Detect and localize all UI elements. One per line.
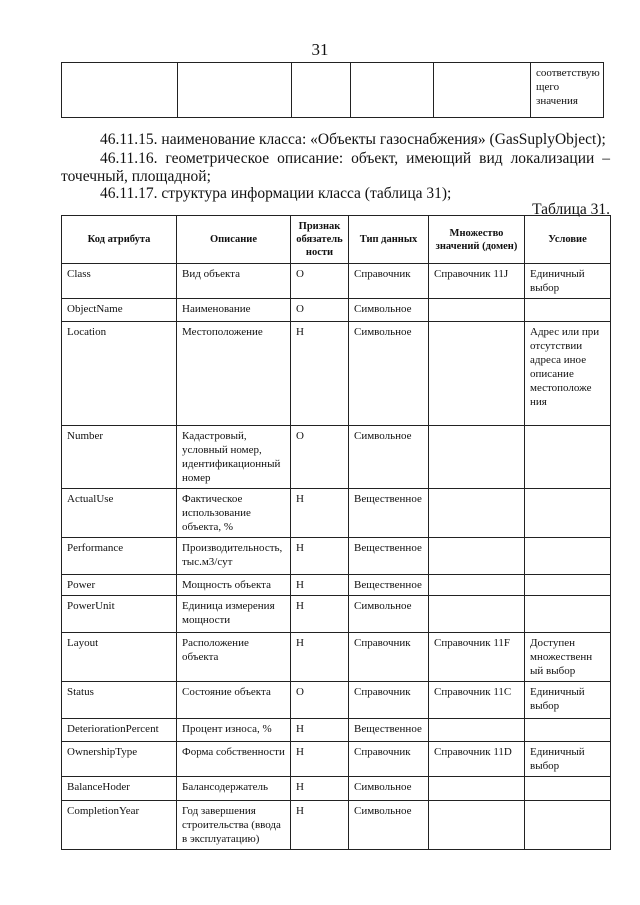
- table-cell: О: [291, 299, 349, 322]
- table-cell: [429, 801, 525, 850]
- table-cell: BalanceHoder: [62, 777, 177, 801]
- table-cell: Единичный выбор: [525, 742, 611, 777]
- table-cell: Вид объекта: [177, 264, 291, 299]
- table-cell: Местоположение: [177, 322, 291, 426]
- table-cell: Н: [291, 777, 349, 801]
- header-mandatory: Признак обязатель ности: [291, 216, 349, 264]
- table-cell: Location: [62, 322, 177, 426]
- table-cell: Символьное: [349, 322, 429, 426]
- table-cell: соответствую щего значения: [531, 63, 604, 118]
- table-cell: Символьное: [349, 777, 429, 801]
- table-cell: Н: [291, 633, 349, 682]
- table-cell: Performance: [62, 538, 177, 575]
- table-cell: [429, 596, 525, 633]
- table-cell: Справочник: [349, 264, 429, 299]
- table-cell: Н: [291, 801, 349, 850]
- table-cell: Кадастровый, условный номер, идентификационный номер: [177, 426, 291, 489]
- table-cell: Н: [291, 719, 349, 742]
- table-cell: [525, 299, 611, 322]
- table-cell: OwnershipType: [62, 742, 177, 777]
- table-row: [62, 719, 611, 742]
- table-row: [62, 63, 604, 118]
- table-row: [62, 682, 611, 719]
- paragraph-class-name: 46.11.15. наименование класса: «Объекты газоснабжения» (GasSuplyObject);: [100, 131, 606, 148]
- table-cell: [525, 596, 611, 633]
- table-cell: Фактическое использование объекта, %: [177, 489, 291, 538]
- table-caption: Таблица 31.: [532, 201, 610, 218]
- table-row: [62, 489, 611, 538]
- table-cell: Форма собственности: [177, 742, 291, 777]
- table-row: [62, 742, 611, 777]
- table-cell: Справочник 11C: [429, 682, 525, 719]
- table-cell: Справочник 11J: [429, 264, 525, 299]
- page-number: 31: [311, 40, 329, 59]
- table-cell: [525, 719, 611, 742]
- header-domain: Множество значений (домен): [429, 216, 525, 264]
- table-row: [62, 299, 611, 322]
- table-cell: Number: [62, 426, 177, 489]
- table-cell: [429, 426, 525, 489]
- continuation-table: [61, 62, 604, 118]
- table-cell: Единица измерения мощности: [177, 596, 291, 633]
- table-cell: Вещественное: [349, 575, 429, 596]
- table-cell: Символьное: [349, 596, 429, 633]
- table-cell: [429, 538, 525, 575]
- table-cell: [525, 538, 611, 575]
- header-description: Описание: [177, 216, 291, 264]
- table-cell: [434, 63, 531, 118]
- table-cell: [429, 489, 525, 538]
- table-header-row: [62, 216, 611, 264]
- header-condition: Условие: [525, 216, 611, 264]
- table-cell: Н: [291, 575, 349, 596]
- table-cell: Вещественное: [349, 538, 429, 575]
- table-cell: Единичный выбор: [525, 264, 611, 299]
- paragraph-geometry-cont: точечный, площадной;: [61, 168, 211, 185]
- table-row: [62, 264, 611, 299]
- table-cell: Power: [62, 575, 177, 596]
- paragraph-structure: 46.11.17. структура информации класса (таблица 31);: [100, 185, 452, 202]
- table-row: [62, 575, 611, 596]
- attributes-table: [61, 215, 611, 850]
- table-cell: [525, 777, 611, 801]
- table-cell: Наименование: [177, 299, 291, 322]
- table-row: [62, 538, 611, 575]
- table-cell: DeteriorationPercent: [62, 719, 177, 742]
- table-cell: ObjectName: [62, 299, 177, 322]
- table-cell: Балансодержатель: [177, 777, 291, 801]
- table-cell: [429, 575, 525, 596]
- table-cell: Единичный выбор: [525, 682, 611, 719]
- table-row: [62, 777, 611, 801]
- table-cell: Процент износа, %: [177, 719, 291, 742]
- table-cell: Производительность, тыс.м3/сут: [177, 538, 291, 575]
- table-row: [62, 633, 611, 682]
- table-cell: [351, 63, 434, 118]
- table-cell: Справочник: [349, 742, 429, 777]
- table-cell: [429, 777, 525, 801]
- table-cell: Мощность объекта: [177, 575, 291, 596]
- table-cell: [178, 63, 292, 118]
- table-cell: Вещественное: [349, 719, 429, 742]
- table-row: [62, 426, 611, 489]
- table-cell: [429, 719, 525, 742]
- table-cell: Справочник: [349, 682, 429, 719]
- table-cell: Состояние объекта: [177, 682, 291, 719]
- table-cell: О: [291, 426, 349, 489]
- table-cell: Вещественное: [349, 489, 429, 538]
- table-cell: О: [291, 682, 349, 719]
- table-row: [62, 801, 611, 850]
- table-cell: Расположение объекта: [177, 633, 291, 682]
- paragraph-geometry: 46.11.16. геометрическое описание: объект, имеющий вид локализации –: [100, 150, 610, 167]
- table-cell: [525, 426, 611, 489]
- table-cell: [62, 63, 178, 118]
- table-cell: [429, 322, 525, 426]
- table-cell: Символьное: [349, 426, 429, 489]
- table-cell: CompletionYear: [62, 801, 177, 850]
- table-cell: Год завершения строительства (ввода в эксплуатацию): [177, 801, 291, 850]
- table-cell: Доступен множественн ый выбор: [525, 633, 611, 682]
- table-cell: [525, 801, 611, 850]
- table-cell: [429, 299, 525, 322]
- table-cell: ActualUse: [62, 489, 177, 538]
- table-cell: О: [291, 264, 349, 299]
- table-cell: Н: [291, 538, 349, 575]
- table-cell: Н: [291, 489, 349, 538]
- table-cell: Status: [62, 682, 177, 719]
- table-row: [62, 596, 611, 633]
- table-cell: [292, 63, 351, 118]
- table-cell: Class: [62, 264, 177, 299]
- table-cell: Справочник 11D: [429, 742, 525, 777]
- table-cell: Символьное: [349, 801, 429, 850]
- table-cell: Символьное: [349, 299, 429, 322]
- header-data-type: Тип данных: [349, 216, 429, 264]
- header-attribute-code: Код атрибута: [62, 216, 177, 264]
- table-cell: Н: [291, 742, 349, 777]
- table-cell: [525, 575, 611, 596]
- table-cell: Н: [291, 596, 349, 633]
- table-cell: Справочник: [349, 633, 429, 682]
- table-cell: [525, 489, 611, 538]
- table-cell: Справочник 11F: [429, 633, 525, 682]
- table-cell: Layout: [62, 633, 177, 682]
- table-cell: Н: [291, 322, 349, 426]
- table-row: [62, 322, 611, 426]
- table-cell: PowerUnit: [62, 596, 177, 633]
- table-cell: Адрес или при отсутствии адреса иное описание местоположе ния: [525, 322, 611, 426]
